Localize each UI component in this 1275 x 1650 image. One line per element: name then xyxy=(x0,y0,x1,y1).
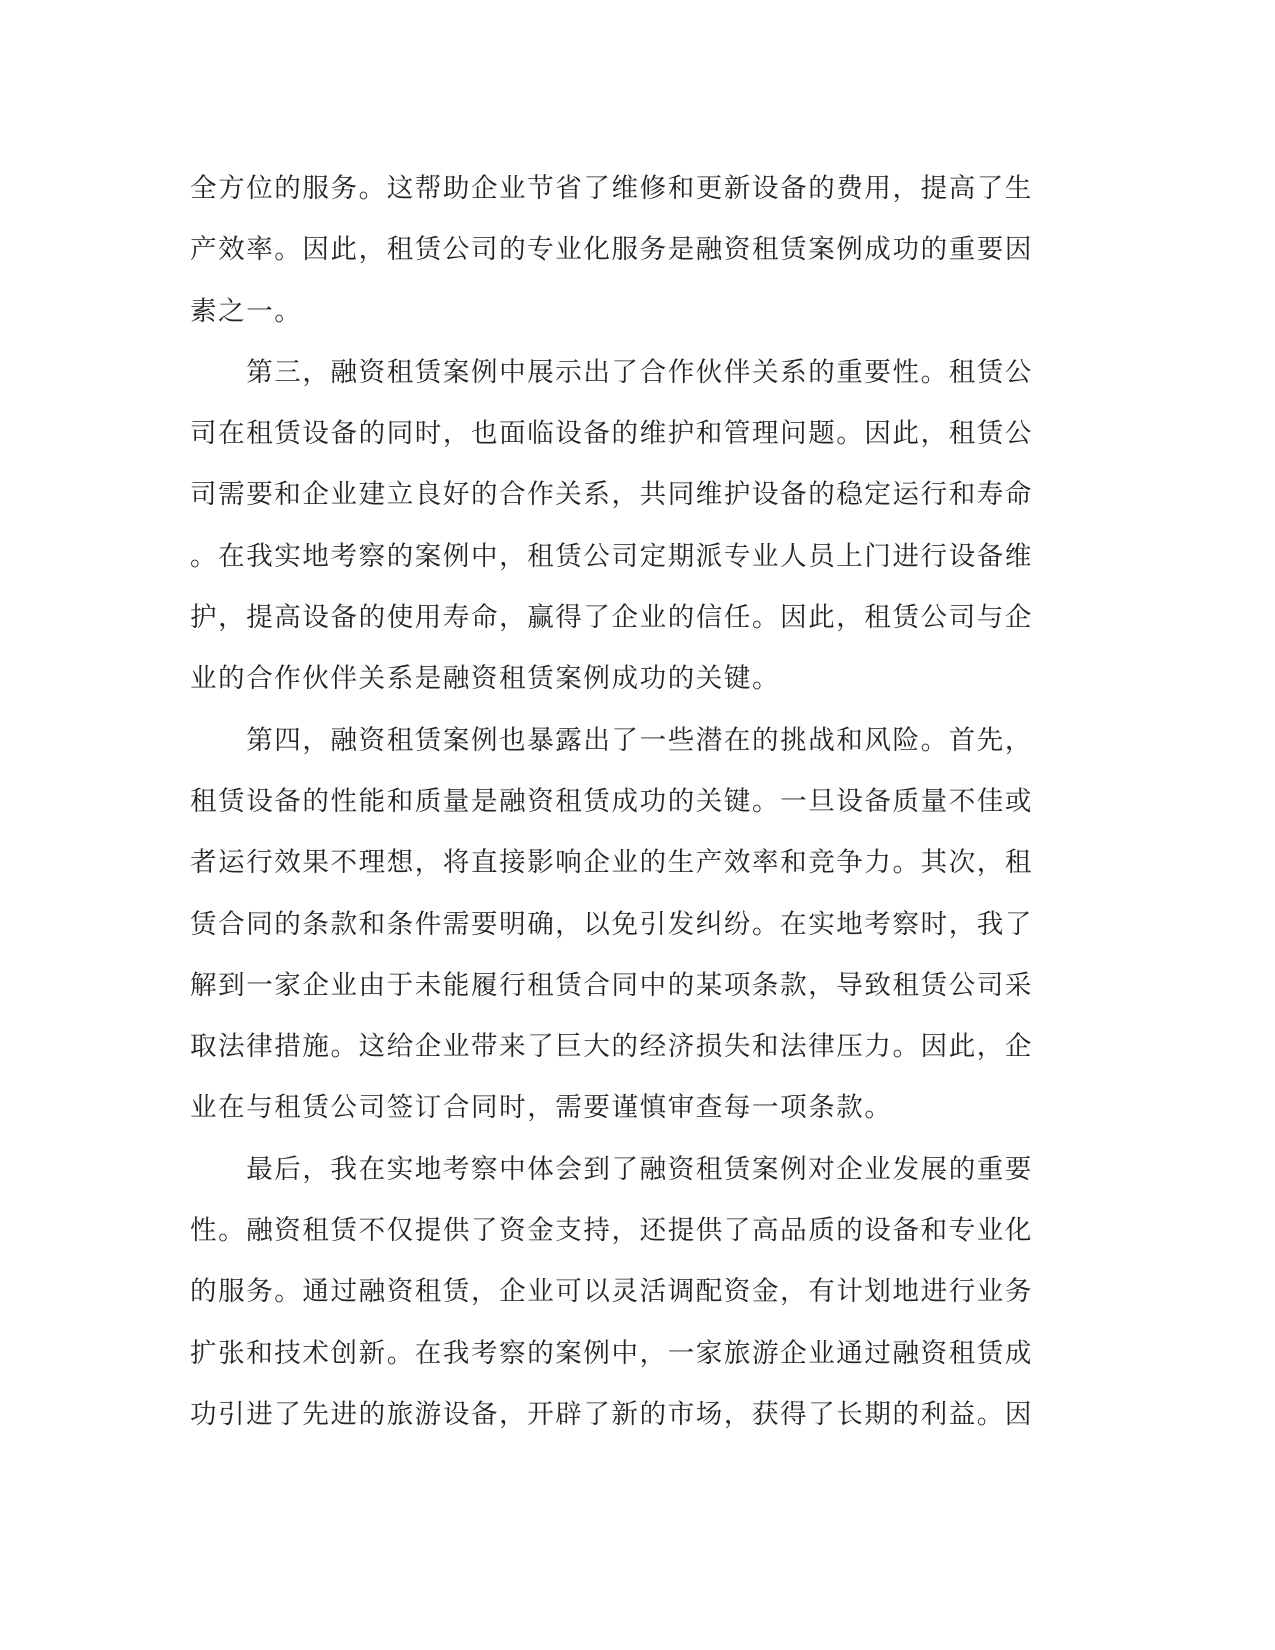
text-line: 护，提高设备的使用寿命，赢得了企业的信任。因此，租赁公司与企 xyxy=(190,602,1033,634)
text-line: 功引进了先进的旅游设备，开辟了新的市场，获得了长期的利益。因 xyxy=(190,1398,1033,1430)
text-line: 解到一家企业由于未能履行租赁合同中的某项条款，导致租赁公司采 xyxy=(190,969,1033,1001)
text-line: 司需要和企业建立良好的合作关系，共同维护设备的稳定运行和寿命 xyxy=(190,479,1033,511)
text-line: 素之一。 xyxy=(190,295,303,327)
text-line: 第三，融资租赁案例中展示出了合作伙伴关系的重要性。租赁公 xyxy=(190,356,1033,388)
text-line: 租赁设备的性能和质量是融资租赁成功的关键。一旦设备质量不佳或 xyxy=(190,785,1033,817)
text-line: 业的合作伙伴关系是融资租赁案例成功的关键。 xyxy=(190,663,781,695)
text-line: 的服务。通过融资租赁，企业可以灵活调配资金，有计划地进行业务 xyxy=(190,1276,1033,1308)
text-line: 扩张和技术创新。在我考察的案例中，一家旅游企业通过融资租赁成 xyxy=(190,1337,1033,1369)
text-line: 产效率。因此，租赁公司的专业化服务是融资租赁案例成功的重要因 xyxy=(190,234,1033,266)
text-line: 取法律措施。这给企业带来了巨大的经济损失和法律压力。因此，企 xyxy=(190,1031,1033,1063)
text-line: 。在我实地考察的案例中，租赁公司定期派专业人员上门进行设备维 xyxy=(190,540,1033,572)
text-line: 业在与租赁公司签订合同时，需要谨慎审查每一项条款。 xyxy=(190,1092,893,1124)
text-line: 赁合同的条款和条件需要明确，以免引发纠纷。在实地考察时，我了 xyxy=(190,908,1033,940)
text-line: 第四，融资租赁案例也暴露出了一些潜在的挑战和风险。首先， xyxy=(190,724,1033,756)
text-line: 性。融资租赁不仅提供了资金支持，还提供了高品质的设备和专业化 xyxy=(190,1215,1033,1247)
text-line: 者运行效果不理想，将直接影响企业的生产效率和竞争力。其次，租 xyxy=(190,847,1033,879)
text-line: 最后，我在实地考察中体会到了融资租赁案例对企业发展的重要 xyxy=(190,1153,1033,1185)
text-line: 司在租赁设备的同时，也面临设备的维护和管理问题。因此，租赁公 xyxy=(190,418,1033,450)
body-text xyxy=(190,158,1090,1445)
text-line: 全方位的服务。这帮助企业节省了维修和更新设备的费用，提高了生 xyxy=(190,173,1033,204)
